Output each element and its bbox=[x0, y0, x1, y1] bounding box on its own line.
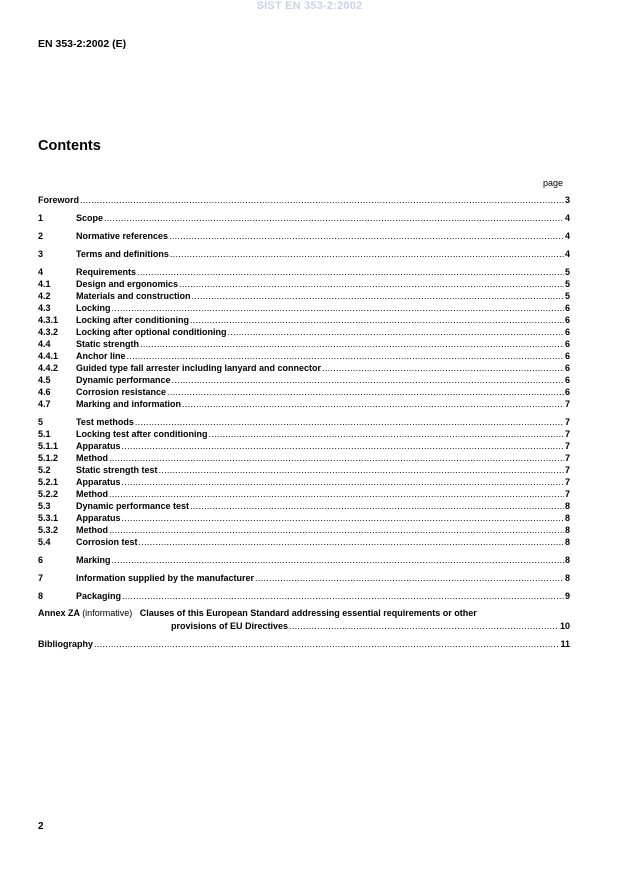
toc-entry[interactable] bbox=[38, 536, 570, 548]
dot-leader bbox=[122, 441, 564, 452]
page-column-label: page bbox=[543, 178, 564, 188]
toc-page: 7 bbox=[564, 417, 570, 427]
dot-leader bbox=[94, 639, 559, 650]
toc-entry[interactable] bbox=[38, 590, 570, 602]
dot-leader bbox=[122, 513, 564, 524]
dot-leader bbox=[190, 315, 564, 326]
toc-page: 10 bbox=[559, 621, 570, 631]
toc-entry[interactable] bbox=[38, 488, 570, 500]
dot-leader bbox=[255, 573, 564, 584]
toc-title: Apparatus bbox=[76, 477, 121, 487]
toc-number: 4.6 bbox=[38, 387, 51, 397]
dot-leader bbox=[182, 399, 564, 410]
toc-page: 7 bbox=[564, 441, 570, 451]
dot-leader bbox=[122, 477, 564, 488]
toc-title: Design and ergonomics bbox=[76, 279, 179, 289]
toc-entry[interactable] bbox=[38, 428, 570, 440]
toc-page: 5 bbox=[564, 279, 570, 289]
toc-title: Dynamic performance bbox=[76, 375, 171, 385]
toc-page: 4 bbox=[564, 213, 570, 223]
toc-number: 5 bbox=[38, 417, 44, 427]
dot-leader bbox=[172, 375, 564, 386]
toc-number: 4.7 bbox=[38, 399, 51, 409]
dot-leader bbox=[190, 501, 564, 512]
toc-entry[interactable] bbox=[38, 386, 570, 398]
toc-title: Method bbox=[76, 453, 108, 463]
toc-page: 4 bbox=[564, 249, 570, 259]
toc-title: Marking bbox=[76, 555, 111, 565]
toc-title: Information supplied by the manufacturer bbox=[76, 573, 255, 583]
toc-entry[interactable] bbox=[38, 452, 570, 464]
dot-leader bbox=[135, 417, 564, 428]
toc-page: 6 bbox=[564, 339, 570, 349]
contents-heading: Contents bbox=[38, 138, 101, 154]
dot-leader bbox=[322, 363, 564, 374]
dot-leader bbox=[112, 303, 564, 314]
toc-entry[interactable] bbox=[38, 278, 570, 290]
toc-entry[interactable] bbox=[38, 416, 570, 428]
toc-entry[interactable] bbox=[38, 230, 570, 242]
toc-entry[interactable] bbox=[38, 500, 570, 512]
toc-page: 9 bbox=[564, 591, 570, 601]
toc-title: Dynamic performance test bbox=[76, 501, 190, 511]
toc-title: Guided type fall arrester including lanyard and connector bbox=[76, 363, 322, 373]
toc-page: 8 bbox=[564, 501, 570, 511]
toc-entry-annex[interactable] bbox=[38, 608, 570, 632]
toc-title: Locking after conditioning bbox=[76, 315, 189, 325]
toc-title: Corrosion resistance bbox=[76, 387, 167, 397]
toc-number: 2 bbox=[38, 231, 44, 241]
toc-number: 4.2 bbox=[38, 291, 51, 301]
toc-page: 6 bbox=[564, 363, 570, 373]
toc-page: 7 bbox=[564, 489, 570, 499]
toc-entry[interactable] bbox=[38, 572, 570, 584]
annex-title-line-1: Clauses of this European Standard addressing essential requirements or other bbox=[139, 608, 477, 618]
toc-entry[interactable] bbox=[38, 248, 570, 260]
toc-page: 7 bbox=[564, 399, 570, 409]
annex-title-line-2: provisions of EU Directives bbox=[171, 621, 289, 631]
dot-leader bbox=[228, 327, 564, 338]
toc-number: 5.1.2 bbox=[38, 453, 59, 463]
toc-number: 5.1 bbox=[38, 429, 51, 439]
dot-leader bbox=[192, 291, 564, 302]
toc-title: Anchor line bbox=[76, 351, 126, 361]
toc-entry[interactable] bbox=[38, 554, 570, 566]
toc-page: 6 bbox=[564, 387, 570, 397]
toc-title: Scope bbox=[76, 213, 104, 223]
toc-page: 8 bbox=[564, 537, 570, 547]
toc-entry[interactable] bbox=[38, 266, 570, 278]
annex-line-1 bbox=[38, 608, 570, 620]
toc-page: 7 bbox=[564, 453, 570, 463]
annex-label: Annex ZA bbox=[38, 608, 80, 618]
toc-page: 7 bbox=[564, 477, 570, 487]
toc-number: 1 bbox=[38, 213, 44, 223]
toc-page: 6 bbox=[564, 327, 570, 337]
toc-number: 3 bbox=[38, 249, 44, 259]
dot-leader bbox=[167, 387, 564, 398]
dot-leader bbox=[122, 591, 564, 602]
toc-page: 6 bbox=[564, 303, 570, 313]
toc-entry[interactable] bbox=[38, 326, 570, 338]
toc-title: Corrosion test bbox=[76, 537, 138, 547]
toc-title: Requirements bbox=[76, 267, 137, 277]
toc-title: Apparatus bbox=[76, 441, 121, 451]
toc-title: Foreword bbox=[38, 195, 80, 205]
dot-leader bbox=[109, 453, 564, 464]
toc-entry[interactable] bbox=[38, 374, 570, 386]
dot-leader bbox=[209, 429, 564, 440]
toc-page: 8 bbox=[564, 525, 570, 535]
dot-leader bbox=[289, 621, 559, 632]
dot-leader bbox=[159, 465, 564, 476]
dot-leader bbox=[80, 195, 564, 206]
toc-number: 4.3 bbox=[38, 303, 51, 313]
toc-number: 5.2.2 bbox=[38, 489, 59, 499]
toc-number: 4.4 bbox=[38, 339, 51, 349]
toc-title: Normative references bbox=[76, 231, 169, 241]
toc-page: 8 bbox=[564, 555, 570, 565]
dot-leader bbox=[170, 249, 564, 260]
toc-title: Packaging bbox=[76, 591, 122, 601]
toc-title: Marking and information bbox=[76, 399, 182, 409]
toc-title: Method bbox=[76, 525, 108, 535]
table-of-contents bbox=[38, 194, 570, 650]
toc-title: Static strength bbox=[76, 339, 140, 349]
toc-page: 8 bbox=[564, 513, 570, 523]
toc-entry[interactable] bbox=[38, 338, 570, 350]
toc-page: 6 bbox=[564, 351, 570, 361]
toc-page: 6 bbox=[564, 315, 570, 325]
dot-leader bbox=[140, 339, 564, 350]
dot-leader bbox=[127, 351, 564, 362]
toc-entry[interactable] bbox=[38, 512, 570, 524]
toc-entry[interactable] bbox=[38, 440, 570, 452]
toc-title: Locking test after conditioning bbox=[76, 429, 208, 439]
toc-title: Static strength test bbox=[76, 465, 158, 475]
toc-number: 5.4 bbox=[38, 537, 51, 547]
toc-page: 6 bbox=[564, 375, 570, 385]
dot-leader bbox=[104, 213, 564, 224]
dot-leader bbox=[179, 279, 564, 290]
toc-title: Materials and construction bbox=[76, 291, 191, 301]
toc-title: Terms and definitions bbox=[76, 249, 169, 259]
toc-entry-bibliography[interactable] bbox=[38, 638, 570, 650]
toc-number: 4.4.1 bbox=[38, 351, 59, 361]
toc-entry[interactable] bbox=[38, 524, 570, 536]
toc-entry[interactable] bbox=[38, 212, 570, 224]
toc-title: Test methods bbox=[76, 417, 134, 427]
dot-leader bbox=[112, 555, 564, 566]
toc-page: 11 bbox=[560, 639, 570, 649]
dot-leader bbox=[169, 231, 564, 242]
toc-page: 3 bbox=[564, 195, 570, 205]
toc-entry[interactable] bbox=[38, 290, 570, 302]
toc-title: Locking bbox=[76, 303, 111, 313]
toc-number: 4.1 bbox=[38, 279, 51, 289]
watermark: SIST EN 353-2:2002 bbox=[256, 0, 363, 12]
annex-line-2 bbox=[38, 620, 570, 632]
toc-page: 5 bbox=[564, 291, 570, 301]
toc-entry-foreword[interactable] bbox=[38, 194, 570, 206]
toc-entry[interactable] bbox=[38, 314, 570, 326]
toc-number: 5.2.1 bbox=[38, 477, 59, 487]
toc-page: 4 bbox=[564, 231, 570, 241]
toc-number: 5.3.2 bbox=[38, 525, 59, 535]
toc-number: 5.3 bbox=[38, 501, 51, 511]
toc-entry[interactable] bbox=[38, 362, 570, 374]
dot-leader bbox=[109, 525, 564, 536]
toc-number: 5.3.1 bbox=[38, 513, 59, 523]
dot-leader bbox=[137, 267, 564, 278]
toc-number: 4 bbox=[38, 267, 44, 277]
toc-number: 7 bbox=[38, 573, 44, 583]
dot-leader bbox=[109, 489, 564, 500]
toc-title: Bibliography bbox=[38, 639, 94, 649]
toc-number: 5.1.1 bbox=[38, 441, 59, 451]
toc-number: 6 bbox=[38, 555, 44, 565]
toc-number: 5.2 bbox=[38, 465, 51, 475]
toc-number: 4.4.2 bbox=[38, 363, 59, 373]
dot-leader bbox=[139, 537, 564, 548]
toc-number: 4.3.2 bbox=[38, 327, 59, 337]
toc-entry[interactable] bbox=[38, 476, 570, 488]
toc-entry[interactable] bbox=[38, 398, 570, 410]
toc-number: 4.3.1 bbox=[38, 315, 59, 325]
page-number: 2 bbox=[38, 821, 44, 832]
toc-entry[interactable] bbox=[38, 350, 570, 362]
toc-number: 8 bbox=[38, 591, 44, 601]
toc-title: Locking after optional conditioning bbox=[76, 327, 227, 337]
annex-qualifier: (informative) bbox=[82, 608, 133, 618]
toc-number: 4.5 bbox=[38, 375, 51, 385]
toc-entry[interactable] bbox=[38, 464, 570, 476]
toc-page: 5 bbox=[564, 267, 570, 277]
toc-page: 8 bbox=[564, 573, 570, 583]
toc-title: Method bbox=[76, 489, 108, 499]
toc-entry[interactable] bbox=[38, 302, 570, 314]
toc-page: 7 bbox=[564, 465, 570, 475]
toc-page: 7 bbox=[564, 429, 570, 439]
document-identifier: EN 353-2:2002 (E) bbox=[38, 38, 127, 50]
toc-title: Apparatus bbox=[76, 513, 121, 523]
